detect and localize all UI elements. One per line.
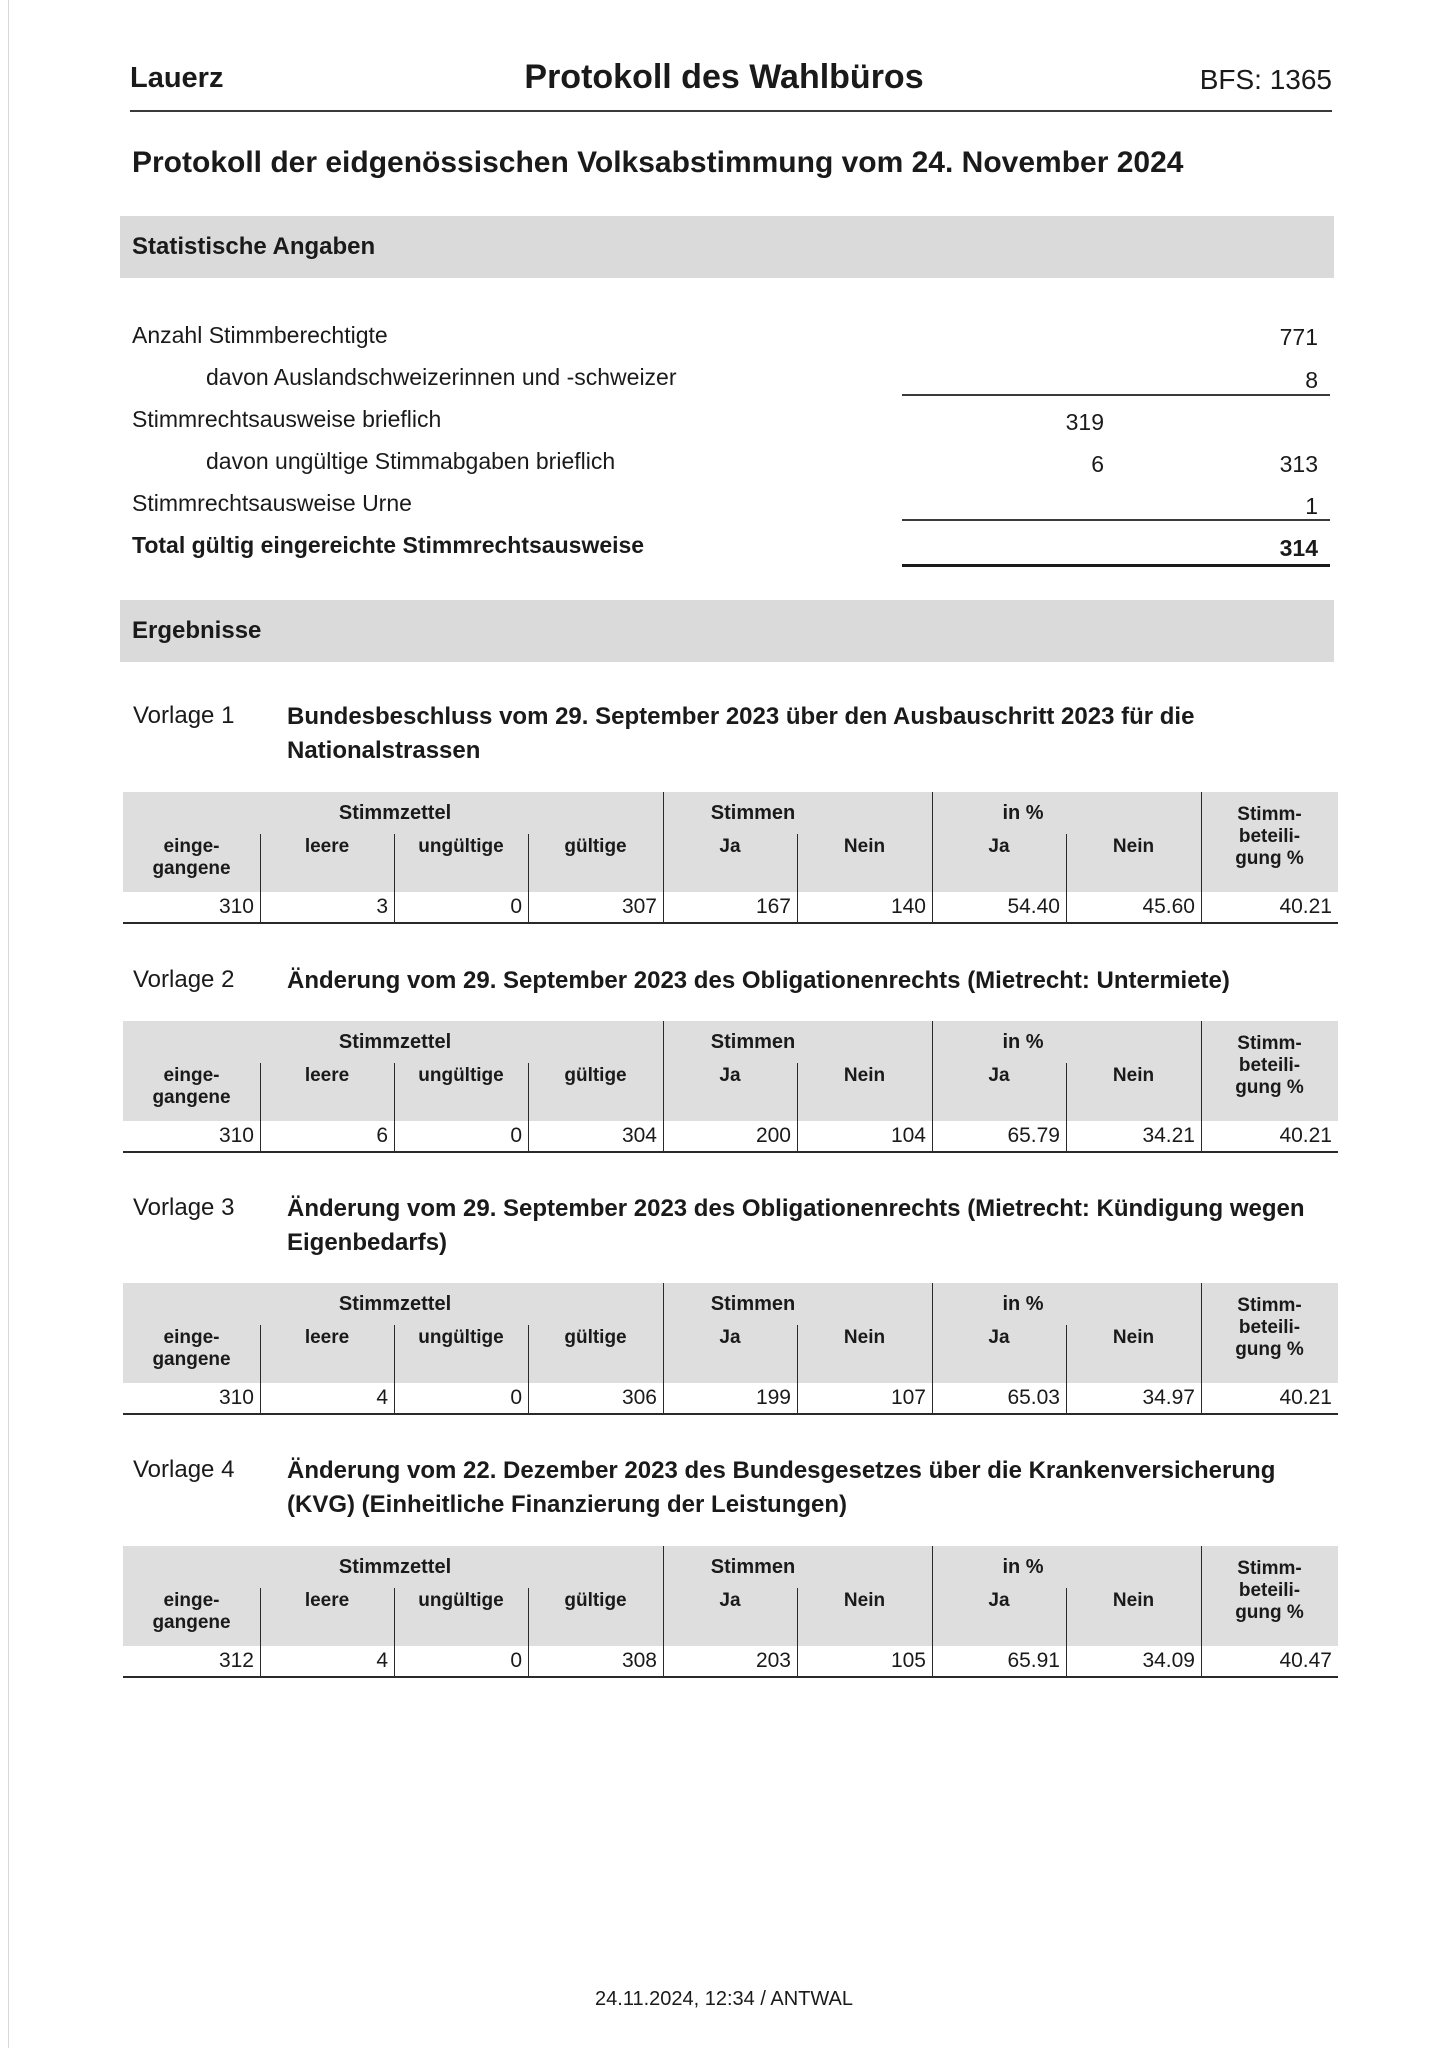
cell-percent-nein: 34.21 bbox=[1142, 1124, 1195, 1147]
col-leere: leere bbox=[304, 836, 350, 857]
bfs-number: BFS: 1365 bbox=[1199, 64, 1332, 95]
col-leere: leere bbox=[304, 1590, 350, 1611]
col-percent-ja: Ja bbox=[988, 1065, 1010, 1086]
statistics-heading: Statistische Angaben bbox=[120, 216, 1334, 278]
col-ungueltige: ungültige bbox=[418, 1065, 504, 1086]
vorlage-title: Bundesbeschluss vom 29. September 2023 über den Ausbauschritt 2023 für die Nationalstrassen bbox=[287, 703, 1195, 764]
header-divider bbox=[130, 110, 1332, 112]
cell-stimmen-nein: 140 bbox=[890, 895, 926, 918]
col-group-percent: in % bbox=[1002, 1556, 1044, 1578]
cell-eingegangene: 310 bbox=[218, 1386, 254, 1409]
cell-percent-nein: 34.09 bbox=[1142, 1649, 1195, 1672]
col-beteiligung: Stimm- beteili- gung % bbox=[1235, 1558, 1304, 1623]
stat-label: Anzahl Stimmberechtigte bbox=[132, 322, 388, 348]
stat-label: davon ungültige Stimmabgaben brieflich bbox=[206, 448, 616, 474]
sum-rule bbox=[902, 394, 1330, 396]
col-stimmen-nein: Nein bbox=[843, 1065, 886, 1086]
cell-stimmen-nein: 107 bbox=[890, 1386, 926, 1409]
col-group-percent: in % bbox=[1002, 1031, 1044, 1053]
stat-subvalue: 6 bbox=[1091, 451, 1104, 477]
stat-label: Stimmrechtsausweise brieflich bbox=[132, 406, 442, 432]
municipality-name: Lauerz bbox=[130, 62, 224, 94]
stat-label: Stimmrechtsausweise Urne bbox=[132, 490, 412, 516]
stat-value: 771 bbox=[1279, 324, 1318, 350]
cell-stimmen-nein: 104 bbox=[890, 1124, 926, 1147]
cell-stimmen-ja: 167 bbox=[755, 895, 791, 918]
footer-timestamp: 24.11.2024, 12:34 / ANTWAL bbox=[595, 1988, 853, 2010]
col-leere: leere bbox=[304, 1327, 350, 1348]
cell-ungueltige: 0 bbox=[510, 895, 522, 918]
vorlage-label: Vorlage 3 bbox=[133, 1194, 235, 1221]
col-stimmen-ja: Ja bbox=[719, 1327, 741, 1348]
col-percent-nein: Nein bbox=[1112, 1065, 1155, 1086]
cell-gueltige: 308 bbox=[621, 1649, 657, 1672]
page-edge bbox=[8, 0, 9, 2048]
cell-ungueltige: 0 bbox=[510, 1649, 522, 1672]
col-group-percent: in % bbox=[1002, 802, 1044, 824]
cell-stimmen-ja: 199 bbox=[755, 1386, 791, 1409]
col-group-stimmzettel: Stimmzettel bbox=[338, 1031, 452, 1053]
vorlage-label: Vorlage 1 bbox=[133, 702, 235, 729]
col-percent-ja: Ja bbox=[988, 836, 1010, 857]
stat-total-value: 314 bbox=[1279, 535, 1318, 561]
cell-percent-ja: 65.79 bbox=[1007, 1124, 1060, 1147]
col-percent-nein: Nein bbox=[1112, 1327, 1155, 1348]
stat-label: davon Auslandschweizerinnen und -schweizer bbox=[206, 364, 677, 390]
stat-total-label: Total gültig eingereichte Stimmrechtsausweise bbox=[132, 532, 645, 558]
vorlage-label: Vorlage 4 bbox=[133, 1456, 235, 1483]
cell-eingegangene: 310 bbox=[218, 1124, 254, 1147]
col-ungueltige: ungültige bbox=[418, 1327, 504, 1348]
col-ungueltige: ungültige bbox=[418, 1590, 504, 1611]
cell-eingegangene: 312 bbox=[218, 1649, 254, 1672]
col-group-stimmen: Stimmen bbox=[710, 1293, 796, 1315]
cell-percent-ja: 65.91 bbox=[1007, 1649, 1060, 1672]
cell-ungueltige: 0 bbox=[510, 1124, 522, 1147]
stat-subvalue: 319 bbox=[1065, 409, 1104, 435]
stat-value: 8 bbox=[1305, 367, 1318, 393]
col-percent-ja: Ja bbox=[988, 1327, 1010, 1348]
vorlage-title: Änderung vom 29. September 2023 des Obligationenrechts (Mietrecht: Untermiete) bbox=[287, 967, 1230, 994]
document-title: Protokoll der eidgenössischen Volksabstimmung vom 24. November 2024 bbox=[132, 146, 1184, 179]
col-beteiligung: Stimm- beteili- gung % bbox=[1235, 804, 1304, 869]
vorlage-label: Vorlage 2 bbox=[133, 966, 235, 993]
cell-percent-ja: 54.40 bbox=[1007, 895, 1060, 918]
col-gueltige: gültige bbox=[564, 1327, 627, 1348]
col-stimmen-ja: Ja bbox=[719, 836, 741, 857]
cell-leere: 6 bbox=[376, 1124, 388, 1147]
col-gueltige: gültige bbox=[564, 1590, 627, 1611]
col-group-stimmzettel: Stimmzettel bbox=[338, 1293, 452, 1315]
cell-percent-nein: 45.60 bbox=[1142, 895, 1195, 918]
stat-value: 313 bbox=[1279, 451, 1318, 477]
cell-percent-nein: 34.97 bbox=[1142, 1386, 1195, 1409]
results-table bbox=[123, 1546, 1338, 1676]
results-table bbox=[123, 1283, 1338, 1413]
cell-leere: 4 bbox=[376, 1386, 388, 1409]
col-percent-ja: Ja bbox=[988, 1590, 1010, 1611]
col-leere: leere bbox=[304, 1065, 350, 1086]
col-eingegangene: einge- gangene bbox=[152, 1590, 231, 1633]
cell-gueltige: 304 bbox=[621, 1124, 657, 1147]
cell-ungueltige: 0 bbox=[510, 1386, 522, 1409]
results-heading: Ergebnisse bbox=[120, 600, 1334, 662]
col-eingegangene: einge- gangene bbox=[152, 1327, 231, 1370]
vorlage-title: Änderung vom 29. September 2023 des Obligationenrechts (Mietrecht: Kündigung wegen Eigenbedarfs) bbox=[287, 1195, 1305, 1256]
col-group-stimmen: Stimmen bbox=[710, 1031, 796, 1053]
col-stimmen-nein: Nein bbox=[843, 1590, 886, 1611]
stat-value: 1 bbox=[1305, 493, 1318, 519]
col-stimmen-ja: Ja bbox=[719, 1590, 741, 1611]
cell-gueltige: 307 bbox=[621, 895, 657, 918]
col-group-stimmen: Stimmen bbox=[710, 802, 796, 824]
page-title: Protokoll des Wahlbüros bbox=[524, 58, 924, 96]
cell-stimmen-ja: 200 bbox=[755, 1124, 791, 1147]
results-table bbox=[123, 1021, 1338, 1151]
col-stimmen-ja: Ja bbox=[719, 1065, 741, 1086]
col-stimmen-nein: Nein bbox=[843, 836, 886, 857]
cell-beteiligung: 40.47 bbox=[1279, 1649, 1332, 1672]
col-eingegangene: einge- gangene bbox=[152, 836, 231, 879]
cell-stimmen-nein: 105 bbox=[890, 1649, 926, 1672]
col-beteiligung: Stimm- beteili- gung % bbox=[1235, 1033, 1304, 1098]
col-stimmen-nein: Nein bbox=[843, 1327, 886, 1348]
sum-rule bbox=[902, 519, 1330, 521]
cell-leere: 3 bbox=[376, 895, 388, 918]
col-gueltige: gültige bbox=[564, 836, 627, 857]
col-group-percent: in % bbox=[1002, 1293, 1044, 1315]
col-percent-nein: Nein bbox=[1112, 836, 1155, 857]
col-ungueltige: ungültige bbox=[418, 836, 504, 857]
cell-stimmen-ja: 203 bbox=[755, 1649, 791, 1672]
cell-beteiligung: 40.21 bbox=[1279, 895, 1332, 918]
cell-gueltige: 306 bbox=[621, 1386, 657, 1409]
col-group-stimmzettel: Stimmzettel bbox=[338, 802, 452, 824]
vorlage-title: Änderung vom 22. Dezember 2023 des Bundesgesetzes über die Krankenversicherung (KVG) (Einheitliche Finanzierung der Leistungen) bbox=[287, 1457, 1276, 1518]
col-beteiligung: Stimm- beteili- gung % bbox=[1235, 1295, 1304, 1360]
cell-percent-ja: 65.03 bbox=[1007, 1386, 1060, 1409]
cell-leere: 4 bbox=[376, 1649, 388, 1672]
col-percent-nein: Nein bbox=[1112, 1590, 1155, 1611]
results-table bbox=[123, 792, 1338, 922]
cell-beteiligung: 40.21 bbox=[1279, 1386, 1332, 1409]
cell-beteiligung: 40.21 bbox=[1279, 1124, 1332, 1147]
col-group-stimmen: Stimmen bbox=[710, 1556, 796, 1578]
col-eingegangene: einge- gangene bbox=[152, 1065, 231, 1108]
col-gueltige: gültige bbox=[564, 1065, 627, 1086]
col-group-stimmzettel: Stimmzettel bbox=[338, 1556, 452, 1578]
total-rule bbox=[902, 564, 1330, 567]
cell-eingegangene: 310 bbox=[218, 895, 254, 918]
